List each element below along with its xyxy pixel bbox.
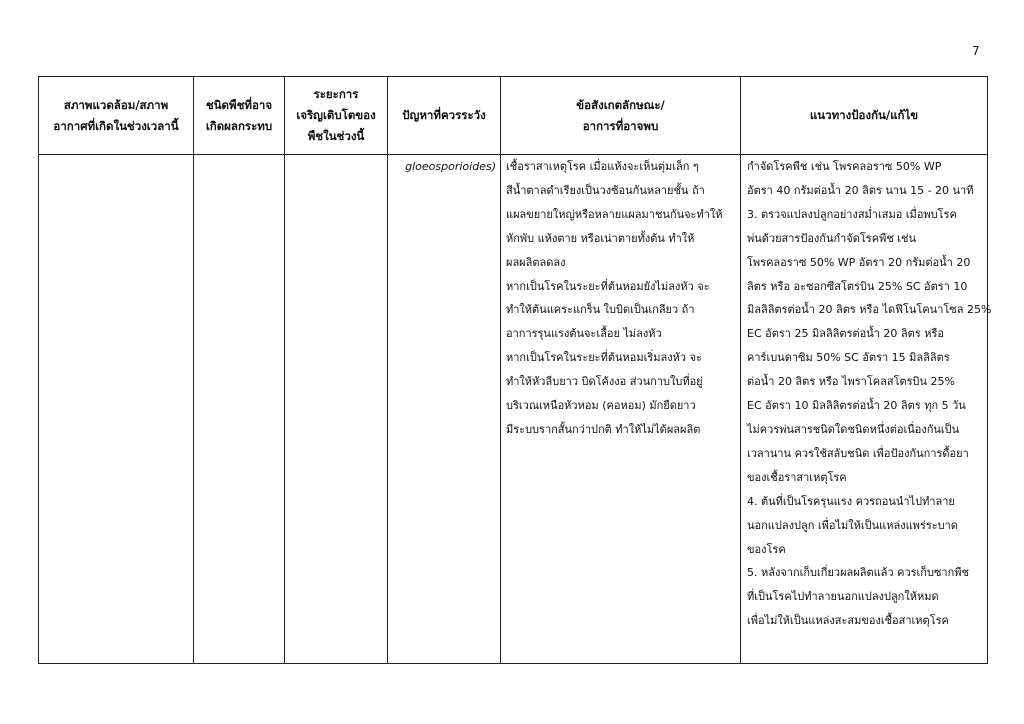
cell-line: เวลานาน ควรใช้สลับชนิด เพื่อป้องกันการดื้อยา bbox=[747, 446, 969, 460]
header-line: เกิดผลกระทบ bbox=[205, 118, 273, 133]
cell-line: ลิตร หรือ อะซอกซีสโตรบิน 25% SC อัตรา 10 bbox=[747, 279, 968, 293]
cell-line: ที่เป็นโรคไปทำลายนอกแปลงปลูกให้หมด bbox=[747, 590, 939, 604]
header-line: เจริญเติบโตของ bbox=[296, 108, 376, 122]
header-environment bbox=[39, 77, 194, 155]
header-management bbox=[741, 77, 988, 155]
cell-line: หักพับ แห้งตาย หรือเน่าตายทั้งต้น ทำให้ bbox=[506, 231, 695, 245]
cell-line: หากเป็นโรคในระยะที่ต้นหอมยังไม่ลงหัว จะ bbox=[506, 279, 710, 293]
header-line: ปัญหาที่ควรระวัง bbox=[402, 108, 486, 122]
cell-line: ของเชื้อราสาเหตุโรค bbox=[747, 470, 847, 484]
cell-line: 3. ตรวจแปลงปลูกอย่างสม่ำเสมอ เมื่อพบโรค bbox=[747, 207, 957, 221]
header-problem bbox=[388, 77, 501, 155]
cell-line: คาร์เบนดาซิม 50% SC อัตรา 15 มิลลิลิตร bbox=[747, 351, 950, 365]
cell-line: ผลผลิตลดลง bbox=[506, 255, 566, 269]
cell-line: โพรคลอราซ 50% WP อัตรา 20 กรัมต่อน้ำ 20 bbox=[747, 255, 971, 269]
header-line: ชนิดพืชที่อาจ bbox=[205, 97, 273, 112]
cell-growth-stage bbox=[285, 155, 388, 664]
cell-symptoms bbox=[501, 155, 741, 664]
header-line: ระยะการ bbox=[313, 87, 359, 101]
cell-line: อาการรุนแรงต้นจะเลื้อย ไม่ลงหัว bbox=[506, 327, 662, 341]
cell-crop bbox=[194, 155, 285, 664]
cell-line: ทำให้หัวลีบยาว บิดโค้งงอ ส่วนกาบใบที่อยู่ bbox=[506, 375, 703, 389]
cell-environment bbox=[39, 155, 194, 664]
cell-line: อัตรา 40 กรัมต่อน้ำ 20 ลิตร นาน 15 - 20 นาที bbox=[747, 183, 974, 197]
cell-problem bbox=[388, 155, 501, 664]
header-line: สภาพแวดล้อม/สภาพ bbox=[63, 97, 169, 112]
header-symptoms bbox=[501, 77, 741, 155]
cell-line: มิลลิลิตรต่อน้ำ 20 ลิตร หรือ ไดฟีโนโคนาโซล 25% bbox=[747, 303, 992, 317]
cell-line: EC อัตรา 25 มิลลิลิตรต่อน้ำ 20 ลิตร หรือ bbox=[747, 327, 944, 341]
cell-line: หากเป็นโรคในระยะที่ต้นหอมเริ่มลงหัว จะ bbox=[506, 351, 702, 365]
header-crop bbox=[194, 77, 285, 155]
cell-line: เชื้อราสาเหตุโรค เมื่อแห้งจะเห็นตุ่มเล็ก ๆ bbox=[506, 160, 699, 173]
cell-line: บริเวณเหนือหัวหอม (คอหอม) มักยืดยาว bbox=[506, 399, 696, 413]
cell-line: ทำให้ต้นแคระแกร็น ใบบิดเป็นเกลียว ถ้า bbox=[506, 303, 695, 317]
cell-line: 5. หลังจากเก็บเกี่ยวผลผลิตแล้ว ควรเก็บซากพืช bbox=[747, 566, 969, 580]
cell-line: นอกแปลงปลูก เพื่อไม่ให้เป็นแหล่งแพร่ระบาด bbox=[747, 518, 958, 532]
cell-line: EC อัตรา 10 มิลลิลิตรต่อน้ำ 20 ลิตร ทุก 5 วัน bbox=[747, 399, 966, 413]
header-line: แนวทางป้องกัน/แก้ไข bbox=[809, 108, 919, 122]
cell-line: มีระบบรากสั้นกว่าปกติ ทำให้ไม่ได้ผลผลิต bbox=[506, 422, 701, 436]
header-growth-stage bbox=[285, 77, 388, 155]
cell-management bbox=[741, 155, 992, 664]
cell-line: gloeosporioides) bbox=[405, 160, 496, 173]
cell-line: ไม่ควรพ่นสารชนิดใดชนิดหนึ่งต่อเนื่องกันเป็น bbox=[747, 422, 960, 436]
cell-line: แผลขยายใหญ่หรือหลายแผลมาชนกันจะทำให้ bbox=[506, 207, 723, 221]
cell-line: ของโรค bbox=[747, 542, 786, 556]
header-line: อากาศที่เกิดในช่วงเวลานี้ bbox=[53, 118, 179, 133]
table-row bbox=[39, 155, 988, 664]
cell-line: สีน้ำตาลดำเรียงเป็นวงซ้อนกันหลายชั้น ถ้า bbox=[506, 183, 705, 197]
page-number: 7 bbox=[972, 44, 980, 58]
cell-line: พ่นด้วยสารป้องกันกำจัดโรคพืช เช่น bbox=[747, 231, 917, 245]
header-line: พืชในช่วงนี้ bbox=[307, 129, 365, 143]
disease-management-table bbox=[38, 76, 992, 664]
cell-line: เพื่อไม่ให้เป็นแหล่งสะสมของเชื้อสาเหตุโรค bbox=[747, 614, 949, 628]
table-header-row bbox=[39, 77, 988, 155]
header-line: อาการที่อาจพบ bbox=[582, 118, 659, 133]
cell-line: กำจัดโรคพืช เช่น โพรคลอราซ 50% WP bbox=[747, 160, 942, 173]
header-line: ข้อสังเกตลักษณะ/ bbox=[576, 97, 665, 112]
cell-line: 4. ต้นที่เป็นโรครุนแรง ควรถอนนำไปทำลาย bbox=[747, 494, 955, 508]
cell-line: ต่อน้ำ 20 ลิตร หรือ ไพราโคลสโตรบิน 25% bbox=[747, 375, 955, 389]
